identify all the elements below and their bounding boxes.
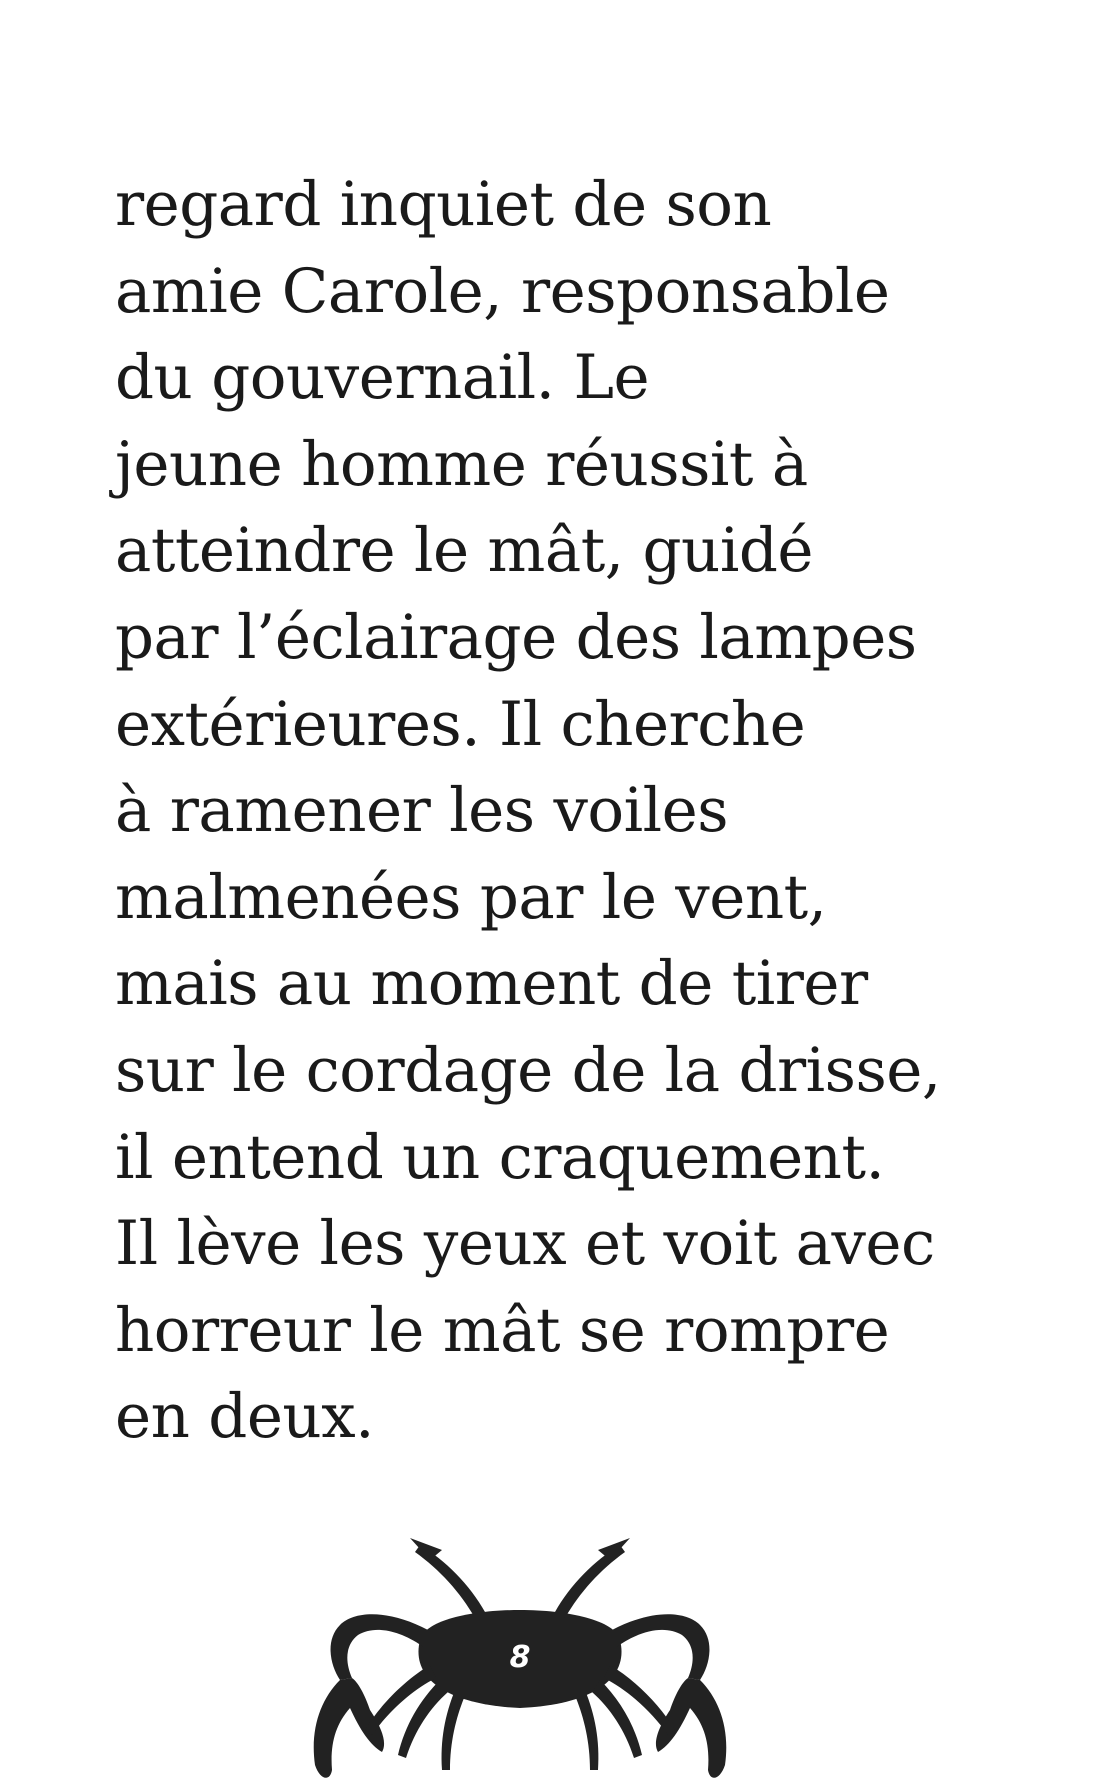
page-number-ornament	[270, 1530, 770, 1784]
text-line: du gouvernail. Le	[115, 342, 650, 414]
text-line: Il lève les yeux et voit avec	[115, 1208, 935, 1280]
text-line: regard inquiet de son	[115, 169, 772, 240]
text-line: jeune homme réussit à	[115, 428, 808, 500]
text-line: extérieures. Il cherche	[115, 688, 806, 760]
text-line: par l’éclairage des lampes	[115, 601, 917, 673]
page-number: 8	[509, 1640, 531, 1675]
text-line: en deux.	[115, 1381, 375, 1453]
text-line: à ramener les voiles	[115, 775, 729, 847]
body-paragraph	[115, 162, 1015, 1461]
text-line: atteindre le mât, guidé	[115, 515, 813, 587]
text-line: sur le cordage de la drisse,	[115, 1034, 941, 1106]
text-line: amie Carole, responsable	[115, 255, 890, 327]
text-line: il entend un craquement.	[115, 1121, 885, 1193]
text-line: mais au moment de tirer	[115, 948, 868, 1020]
text-line: malmenées par le vent,	[115, 861, 827, 933]
text-line: horreur le mât se rompre	[115, 1294, 890, 1366]
